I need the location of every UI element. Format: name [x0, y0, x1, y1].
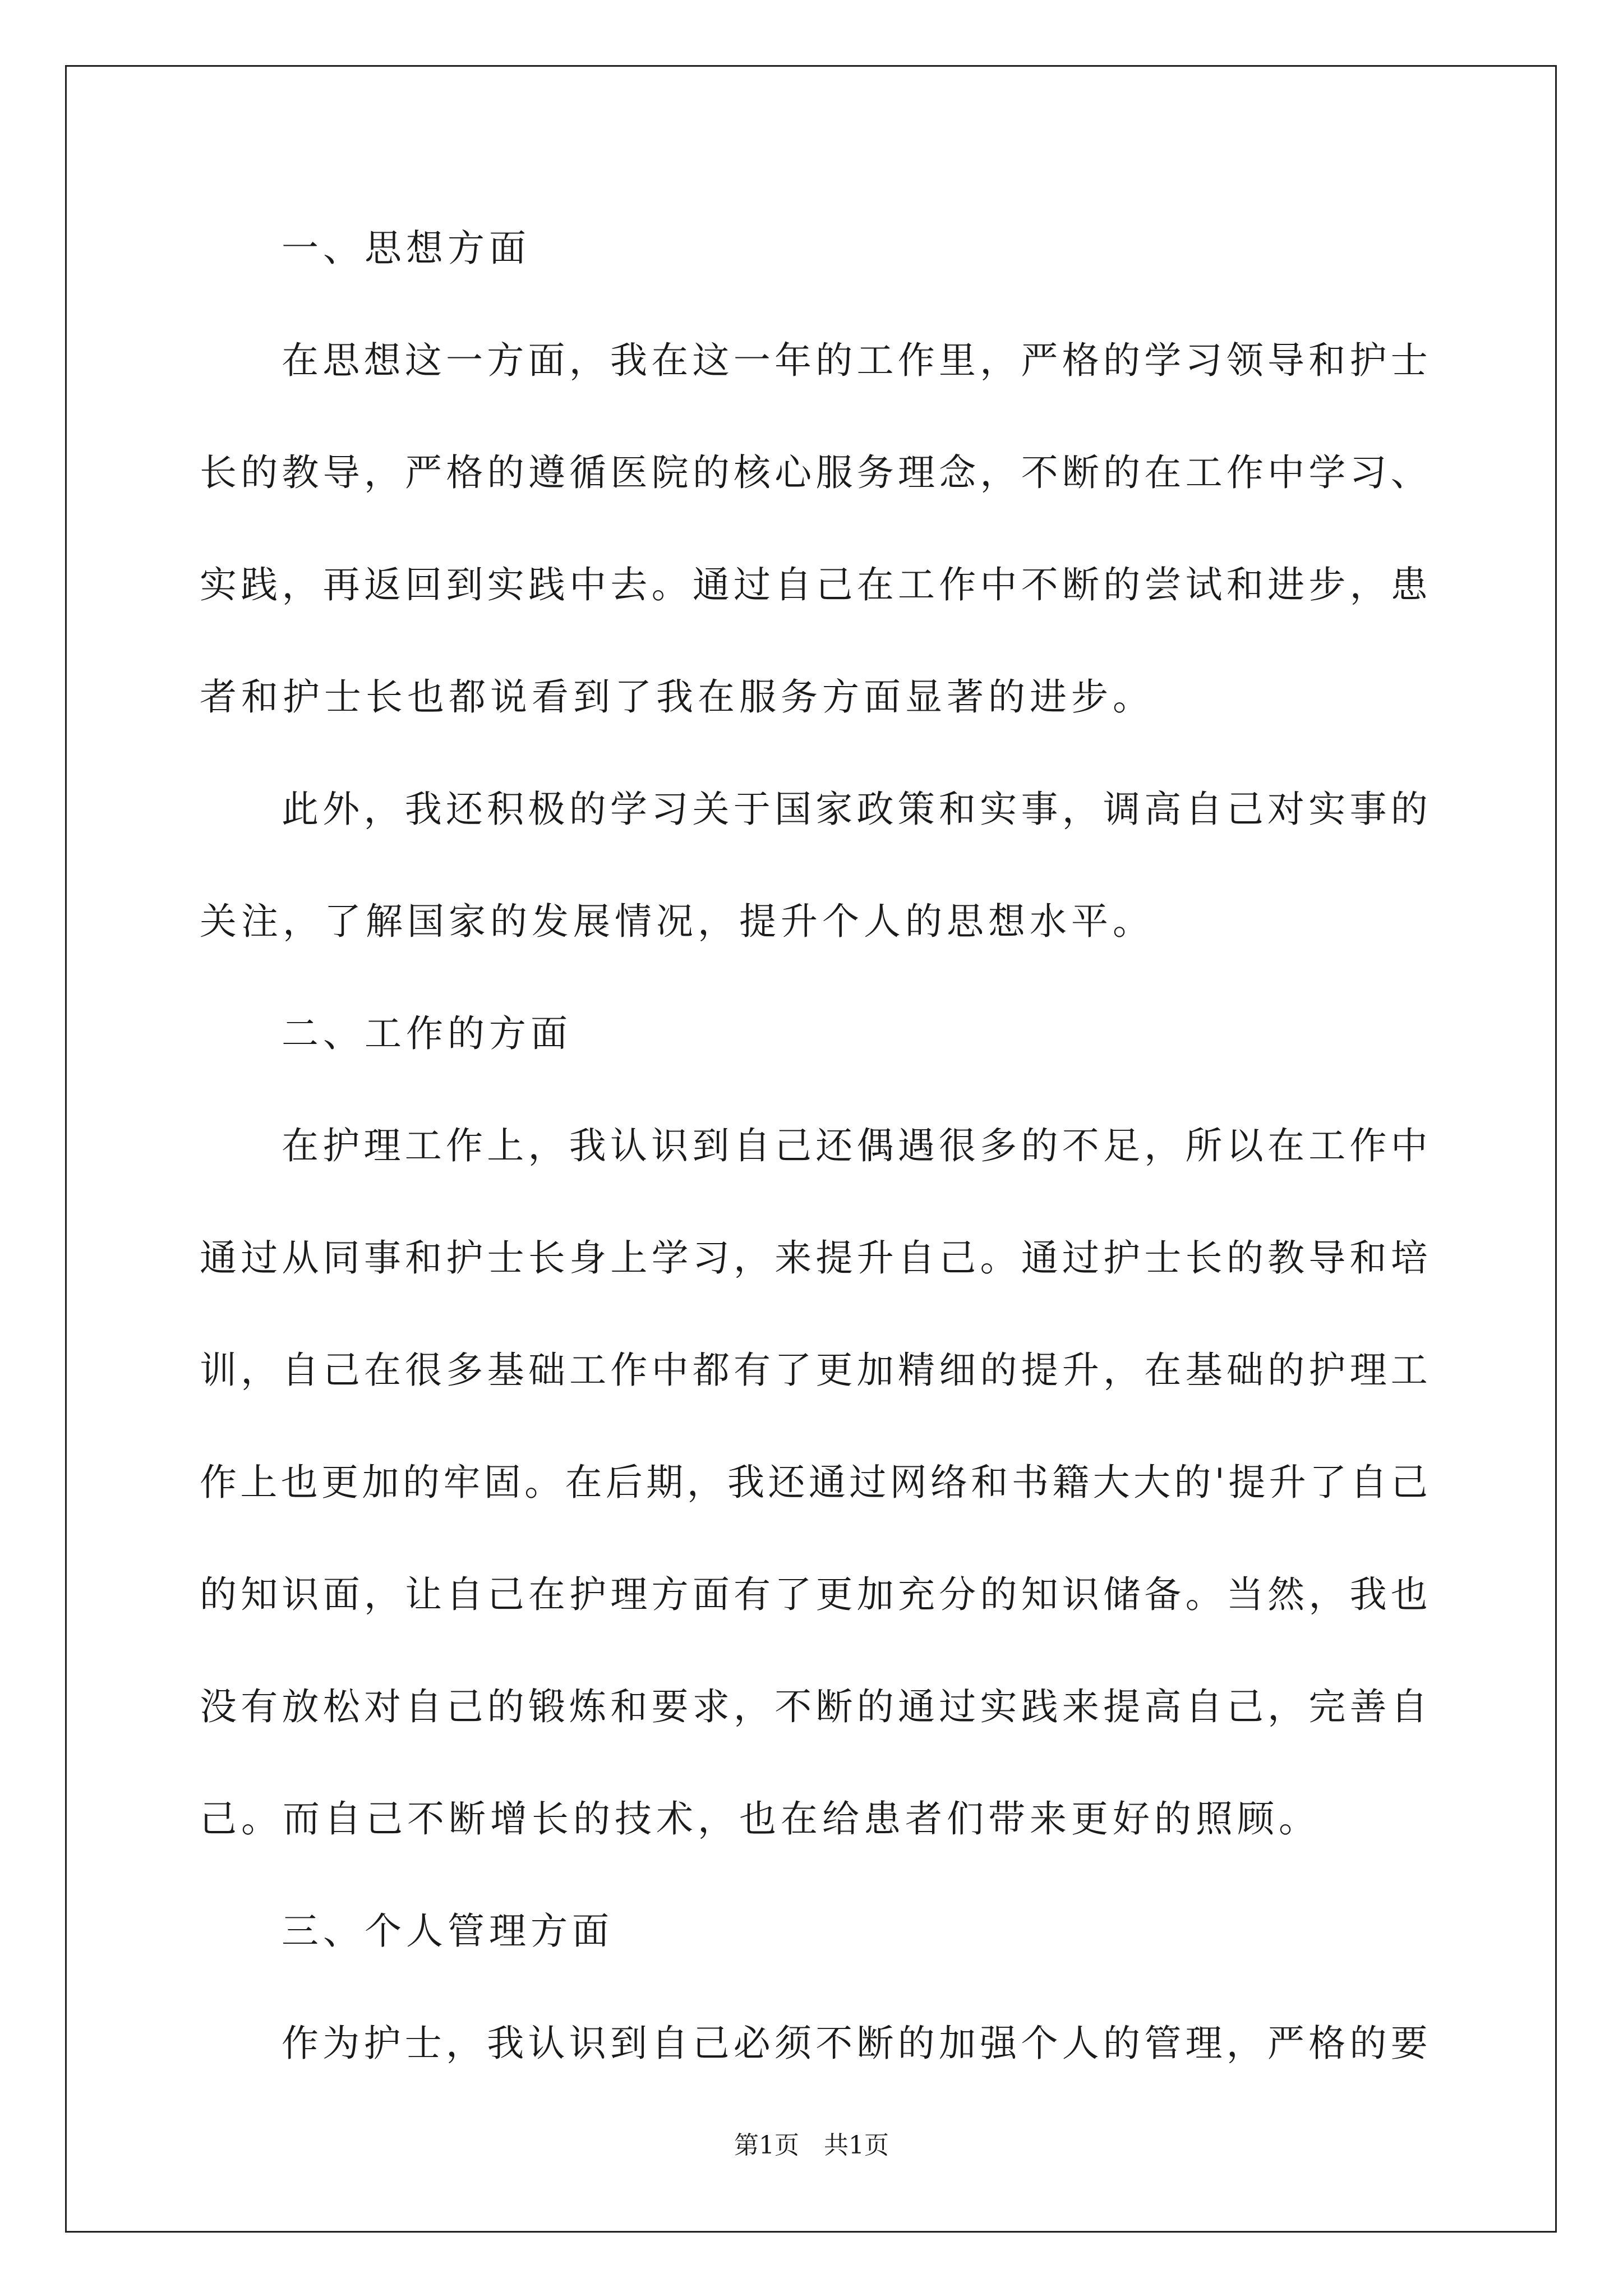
page-number-footer: 第1页 共1页: [734, 2131, 889, 2160]
section-heading-1: 一、思想方面: [282, 227, 531, 270]
paragraph-line: 者和护士长也都说看到了我在服务方面显著的进步。: [200, 675, 1154, 719]
paragraph-line: 此 外 ， 我 还 积 极 的 学 习 关 于 国 家 政 策 和 实 事 ， 调 高 自 己 对 实 事 的: [282, 788, 1428, 831]
paragraph-line: 没 有 放 松 对 自 己 的 锻 炼 和 要 求 ， 不 断 的 通 过 实 践 来 提 高 自 己 ， 完 善 自: [200, 1685, 1428, 1728]
paragraph-line: 训 ， 自 己 在 很 多 基 础 工 作 中 都 有 了 更 加 精 细 的 提 升 ， 在 基 础 的 护 理 工: [200, 1349, 1428, 1392]
paragraph-line: 实 践 ， 再 返 回 到 实 践 中 去 。 通 过 自 己 在 工 作 中 不 断 的 尝 试 和 进 步 ， 患: [200, 563, 1428, 606]
section-heading-3: 三、个人管理方面: [282, 1910, 614, 1953]
paragraph-line: 关注，了解国家的发展情况，提升个人的思想水平。: [200, 900, 1154, 943]
paragraph-line: 在 思 想 这 一 方 面 ， 我 在 这 一 年 的 工 作 里 ， 严 格 的 学 习 领 导 和 护 士: [282, 339, 1428, 382]
paragraph-line: 作 为 护 士 ， 我 认 识 到 自 己 必 须 不 断 的 加 强 个 人 的 管 理 ， 严 格 的 要: [282, 2022, 1428, 2065]
paragraph-line: 作 上 也 更 加 的 牢 固 。 在 后 期 ， 我 还 通 过 网 络 和 书 籍 大 大 的 ' 提 升 了 自 己: [200, 1461, 1428, 1504]
paragraph-line: 通 过 从 同 事 和 护 士 长 身 上 学 习 ， 来 提 升 自 己 。 通 过 护 士 长 的 教 导 和 培: [200, 1236, 1428, 1280]
paragraph-line: 的 知 识 面 ， 让 自 己 在 护 理 方 面 有 了 更 加 充 分 的 知 识 储 备 。 当 然 ， 我 也: [200, 1573, 1428, 1616]
section-heading-2: 二、工作的方面: [282, 1012, 572, 1055]
paragraph-line: 在 护 理 工 作 上 ， 我 认 识 到 自 己 还 偶 遇 很 多 的 不 足 ， 所 以 在 工 作 中: [282, 1124, 1428, 1167]
paragraph-line: 己。而自己不断增长的技术，也在给患者们带来更好的照顾。: [200, 1797, 1320, 1841]
paragraph-line: 长 的 教 导 ， 严 格 的 遵 循 医 院 的 核 心 服 务 理 念 ， 不 断 的 在 工 作 中 学 习 、: [200, 451, 1428, 494]
